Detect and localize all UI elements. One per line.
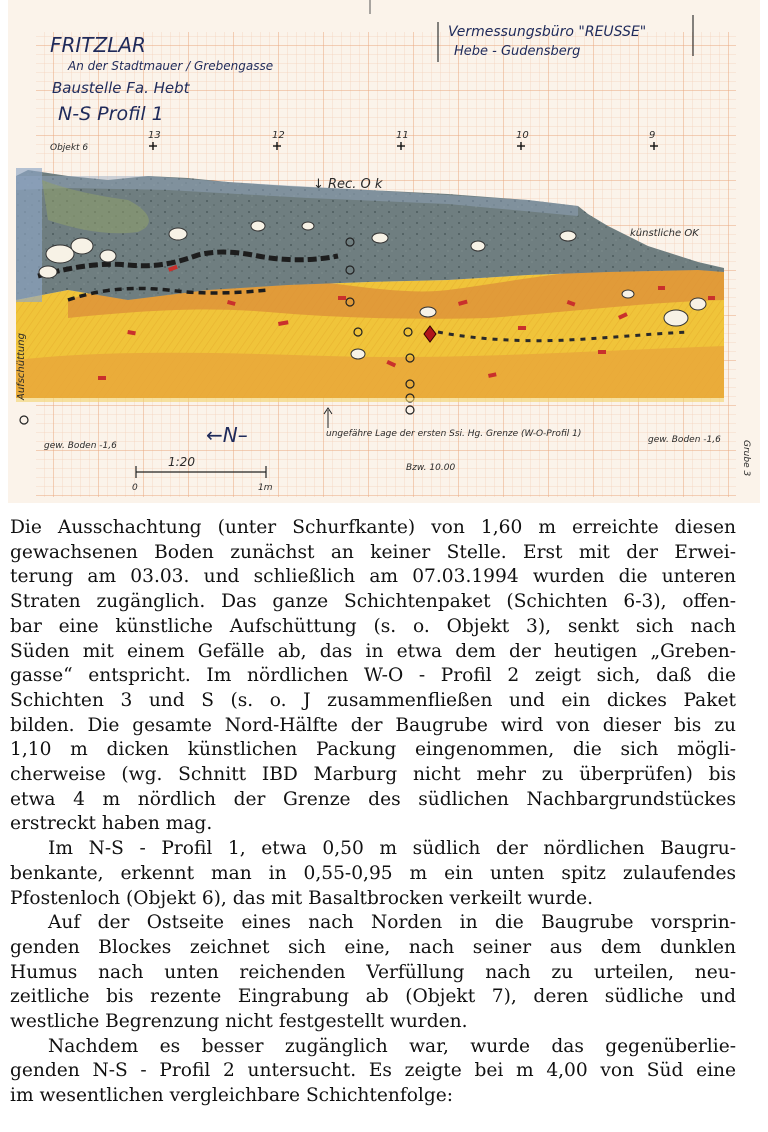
left-edge-label: Aufschüttung [16, 333, 27, 400]
p1-line: Straten zugänglich. Das ganze Schichtenpaket (Schichten 6-3), offen- [10, 591, 736, 613]
marker-label-9: 9 [649, 130, 656, 141]
title-location: An der Stadtmauer / Grebengasse [68, 59, 274, 73]
right-edge-label: Grube 3 [741, 440, 751, 477]
p1-line: bilden. Die gesamte Nord-Hälfte der Baugrube wird von dieser bis zu [10, 714, 736, 736]
profile-drawing-svg [8, 0, 760, 503]
p3-line: Auf der Ostseite eines nach Norden in die Baugrube vorsprin- [48, 912, 736, 934]
rec-ok-label: ↓ Rec. O k [313, 177, 383, 192]
paragraph-1 [10, 516, 736, 837]
marker-label-10: 10 [516, 130, 529, 141]
scale-end: 1m [258, 483, 273, 493]
profile-drawing [8, 0, 760, 503]
annotation-bottom: ungefähre Lage der ersten Ssi. Hg. Grenze (W-O-Profil 1) [326, 429, 582, 439]
p1-line: terung am 03.03. und schließlich am 07.03.1994 wurden die unteren [10, 566, 736, 588]
p3-line: westliche Begrenzung nicht festgestellt wurden. [10, 1011, 468, 1033]
north-arrow: ←N– [206, 423, 248, 447]
bottom-right-label: gew. Boden -1,6 [648, 435, 721, 445]
paragraph-4 [10, 1035, 736, 1109]
p4-line: im wesentlichen vergleichbare Schichtenfolge: [10, 1085, 454, 1107]
bottom-date-label: Bzw. 10.00 [406, 463, 456, 473]
paragraph-3 [10, 911, 736, 1035]
p3-line: genden Blockes zeichnet sich eine, nach seiner aus dem dunklen [10, 936, 736, 958]
p1-line: erstreckt haben mag. [10, 813, 213, 835]
p3-line: Humus nach unten reichenden Verfüllung nach zu urteilen, neu- [10, 961, 736, 983]
p1-line: bar eine künstliche Aufschüttung (s. o. Objekt 3), senkt sich nach [10, 615, 736, 637]
p2-line: Pfostenloch (Objekt 6), das mit Basaltbrocken verkeilt wurde. [10, 887, 594, 909]
p3-line: zeitliche bis rezente Eingrabung ab (Objekt 7), deren südliche und [10, 986, 736, 1008]
p1-line: etwa 4 m nördlich der Grenze des südlichen Nachbargrundstückes [10, 788, 736, 810]
p1-line: Schichten 3 und S (s. o. J zusammenfließen und ein dickes Paket [10, 689, 736, 711]
stamp-line1: Vermessungsbüro "REUSSE" [448, 24, 647, 40]
p1-line: Süden mit einem Gefälle ab, das in etwa dem der heutigen „Greben- [10, 640, 736, 662]
p1-line: cherweise (wg. Schnitt IBD Marburg nicht mehr zu überprüfen) bis [10, 764, 736, 786]
p1-line: 1,10 m dicken künstlichen Packung eingenommen, die sich mögli- [10, 739, 736, 761]
p2-line: Im N-S - Profil 1, etwa 0,50 m südlich der nördlichen Baugru- [48, 838, 736, 860]
p4-line: genden N-S - Profil 2 untersucht. Es zeigte bei m 4,00 von Süd eine [10, 1060, 736, 1082]
paragraph-2 [10, 837, 736, 911]
report-text [10, 516, 736, 1109]
p1-line: Die Ausschachtung (unter Schurfkante) von 1,60 m erreichte diesen [10, 517, 736, 538]
left-blue-block [16, 168, 42, 302]
scale-start: 0 [132, 483, 138, 493]
p4-line: Nachdem es besser zugänglich war, wurde das gegenüberlie- [48, 1035, 736, 1057]
title-profile: N-S Profil 1 [58, 103, 164, 125]
p1-line: gasse“ entspricht. Im nördlichen W-O - Profil 2 zeigt sich, daß die [10, 665, 736, 687]
stamp-line2: Hebe - Gudensberg [454, 44, 581, 59]
marker-label-13: 13 [148, 130, 161, 141]
objekt6-label: Objekt 6 [50, 143, 89, 153]
scale-label: 1:20 [168, 455, 195, 469]
title-building: Baustelle Fa. Hebt [52, 79, 190, 97]
title-site: FRITZLAR [50, 33, 146, 57]
p2-line: benkante, erkennt man in 0,55-0,95 m ein unten spitz zulaufendes [10, 862, 736, 884]
kuenstliche-ok-label: künstliche OK [630, 228, 699, 239]
marker-label-11: 11 [396, 130, 409, 141]
bottom-left-label: gew. Boden -1,6 [44, 441, 117, 451]
p1-line: gewachsenen Boden zunächst an keiner Stelle. Erst mit der Erwei- [10, 541, 736, 563]
marker-label-12: 12 [272, 130, 285, 141]
